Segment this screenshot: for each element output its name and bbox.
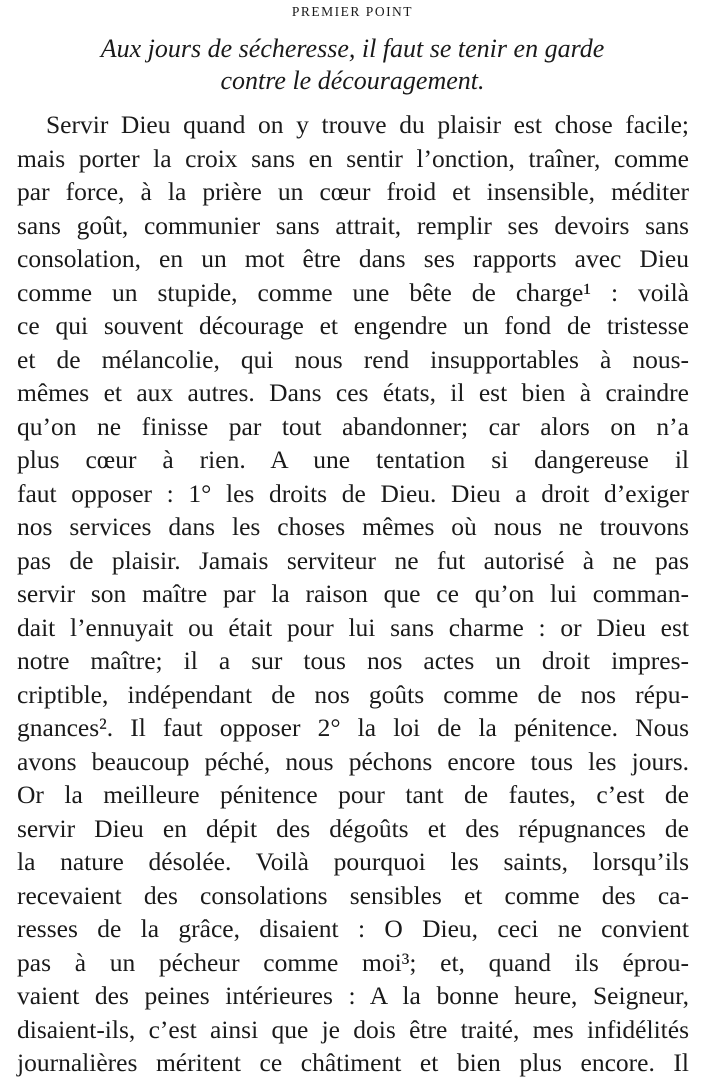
body-line: vaient des peines intérieures : A la bonne heure, Seigneur, (17, 981, 689, 1010)
body-line: dait l’ennuyait ou était pour lui sans charme : or Dieu est (17, 612, 689, 642)
body-line: Servir Dieu quand on y trouve du plaisir est chose facile; (46, 110, 689, 139)
body-line: gnances². Il faut opposer 2° la loi de la pénitence. Nous (17, 713, 689, 742)
body-line: ce qui souvent décourage et engendre un fond de tristesse (17, 311, 689, 340)
body-line: faut opposer : 1° les droits de Dieu. Dieu a droit d’exiger (17, 478, 689, 508)
body-line: par force, à la prière un cœur froid et insensible, méditer (17, 177, 689, 206)
body-line: Or la meilleure pénitence pour tant de fautes, c’est de (17, 780, 689, 809)
body-line: pas de plaisir. Jamais serviteur ne fut autorisé à ne pas (17, 545, 689, 575)
body-line: avons beaucoup péché, nous péchons encore tous les jours. (17, 746, 689, 776)
body-line: plus cœur à rien. A une tentation si dangereuse il (17, 445, 689, 474)
body-line: mêmes et aux autres. Dans ces états, il est bien à craindre (17, 378, 689, 407)
body-line: servir Dieu en dépit des dégoûts et des répugnances de (17, 813, 689, 843)
body-line: sans goût, communier sans attrait, remplir ses devoirs sans (17, 210, 689, 240)
section-kicker: PREMIER POINT (291, 4, 414, 19)
body-line: qu’on ne finisse par tout abandonner; car alors on n’a (17, 411, 689, 441)
body-line: disaient-ils, c’est ainsi que je dois être traité, mes infidélités (17, 1014, 689, 1044)
section-title-line-1: Aux jours de sécheresse, il faut se tenir en garde (100, 34, 605, 63)
body-line: notre maître; il a sur tous nos actes un droit impres- (17, 646, 689, 675)
body-line: servir son maître par la raison que ce qu’on lui comman- (17, 579, 689, 608)
body-line: pas à un pécheur comme moi³; et, quand ils éprou- (17, 947, 689, 977)
section-title-line-2: contre le découragement. (220, 66, 485, 95)
body-line: et de mélancolie, qui nous rend insupportables à nous- (17, 344, 689, 374)
body-line: comme un stupide, comme une bête de charge¹ : voilà (17, 277, 689, 307)
body-line: recevaient des consolations sensibles et comme des ca- (17, 880, 689, 910)
body-line: nos services dans les choses mêmes où nous ne trouvons (17, 512, 689, 541)
body-line: journalières méritent ce châtiment et bien plus encore. Il (17, 1048, 689, 1077)
body-text (17, 108, 689, 1080)
body-line: mais porter la croix sans en sentir l’onction, traîner, comme (17, 143, 689, 173)
body-line: criptible, indépendant de nos goûts comme de nos répu- (17, 679, 689, 709)
body-line: consolation, en un mot être dans ses rapports avec Dieu (17, 244, 689, 273)
body-line: la nature désolée. Voilà pourquoi les saints, lorsqu’ils (17, 847, 689, 876)
body-line: resses de la grâce, disaient : O Dieu, ceci ne convient (17, 914, 689, 943)
